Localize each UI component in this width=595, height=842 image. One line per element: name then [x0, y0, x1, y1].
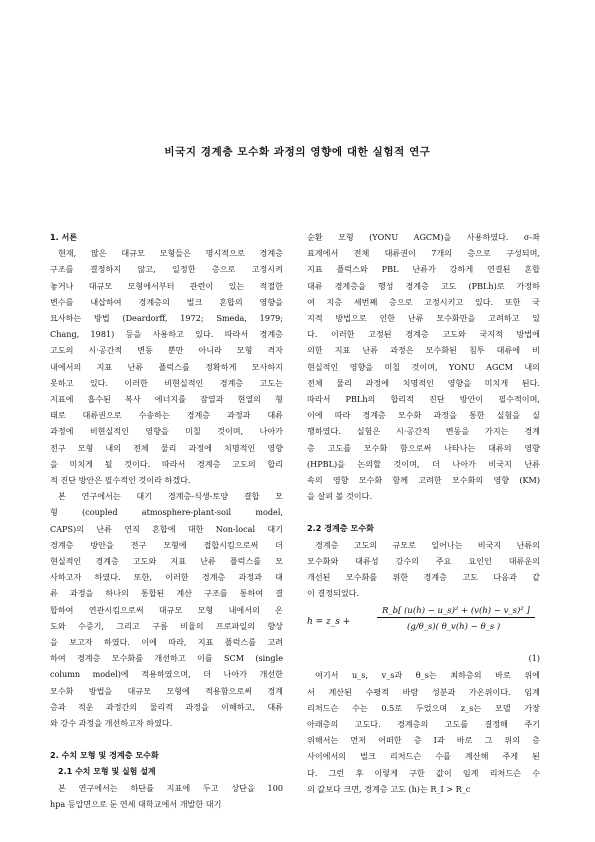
section-1-heading: 1. 서론: [50, 232, 78, 242]
text-line: 지적 방법으로 인한 난류 모수화만을 고려하고 있: [307, 313, 540, 324]
text-line: column model)에 적용하였으며, 더 나아가 개선한: [50, 669, 283, 680]
text-line: (HPBL)을 논의할 것이며, 더 나아가 비국지 난류: [307, 458, 540, 469]
text-line: 대류 경계층을 행성 경계층 고도 (PBLh)로 가정하: [307, 280, 540, 291]
text-line: 형 (coupled atmosphere-plant-soil model,: [50, 507, 283, 518]
equation-numerator: R_b[ (u(h) − u_s)² + (v(h) − v_s)² ]: [382, 606, 530, 617]
text-line: 의한 지표 난류 과정은 모수화된 침투 대류에 비: [307, 345, 540, 356]
text-line: 경계층 고도의 규모로 일어나는 비국지 난류의: [315, 539, 540, 550]
fraction-bar: [377, 617, 535, 618]
text-line: 이 결정되었다.: [307, 588, 360, 599]
text-line: CAPS)의 난류 연직 혼합에 대한 Non-local 대기: [50, 523, 283, 534]
paper-title: 비국지 경계층 모수화 과정의 영향에 대한 실험적 연구: [164, 146, 431, 158]
text-line: 적 진단 방안은 필수적인 것이라 하겠다.: [50, 475, 191, 486]
text-line: 태로 대류권으로 수송하는 경계층 과정과 대류: [50, 410, 283, 421]
section-2-heading: 2. 수치 모형 및 경계층 모수화: [50, 750, 159, 761]
text-line: 과정에 비현실적인 영향을 미칠 것이며, 나아가: [50, 426, 283, 437]
text-line: 지표에 흡수된 복사 에너지를 잠열과 현열의 형: [50, 394, 283, 405]
text-line: 다. 그런 후 이렇게 구한 값이 임계 리처드슨 수: [307, 767, 540, 778]
text-line: 모수화와 대류성 강수의 주요 요인인 대류운의: [307, 555, 540, 566]
text-line: 류 과정을 하나의 통합된 계산 구조를 통하여 결: [50, 588, 283, 599]
equation-number: (1): [528, 654, 540, 664]
text-line: 리처드슨 수는 0.5로 두었으며 z_s는 모델 가장: [307, 702, 540, 713]
right-column: [307, 229, 540, 797]
text-line: 모수화 방법을 대규모 모형에 적용함으로써 경계: [50, 685, 283, 696]
left-column: [50, 229, 283, 812]
equation-lhs: h = z_s +: [307, 617, 351, 628]
text-line: 개선된 모수화를 위한 경계층 고도 다음과 같: [307, 572, 540, 583]
text-line: hpa 등압면으로 둔 연세 대학교에서 개발한 대기: [50, 798, 222, 809]
text-line: 현실적인 영향을 미칠 것이며, YONU AGCM 내의: [307, 361, 540, 372]
text-line: Chang, 1981) 등을 사용하고 있다. 따라서 경계층: [50, 329, 283, 340]
text-line: 합하여 연관시킴으로써 대규모 모형 내에서의 온: [50, 604, 283, 615]
text-line: 본 연구에서는 하단를 지표에 두고 상단을 100: [58, 782, 283, 793]
text-line: 표계에서 전체 대류권이 7개의 층으로 구성되며,: [307, 248, 540, 259]
text-line: 전구 모형 내의 전체 물리 과정에 치명적인 영향: [50, 442, 283, 453]
text-line: 아래층의 고도다. 경계층의 고도를 결정해 주기: [307, 719, 540, 730]
text-line: 변수를 내삽하여 경계층의 벌크 혼합의 영향을: [50, 296, 283, 307]
text-line: 묘사하는 방법 (Deardorff, 1972; Smeda, 1979;: [50, 313, 283, 324]
section-2-2-body: [307, 537, 540, 602]
text-line: 와 강수 과정을 개선하고자 하였다.: [50, 718, 173, 729]
text-line: 순환 모형 (YONU AGCM)을 사용하였다. σ-좌: [307, 232, 540, 242]
text-line: 전체 물리 과정에 치명적인 영향을 미치게 된다.: [307, 377, 540, 388]
text-line: 지표 플럭스와 PBL 난류가 강하게 연결된 혼합: [307, 264, 540, 275]
text-line: 현실적인 경계층 고도와 지표 난류 플럭스를 모: [50, 556, 283, 567]
section-2-1-continued: [307, 229, 540, 504]
text-line: 현재, 많은 대규모 모형들은 명시적으로 경계층: [58, 248, 283, 259]
text-line: 경계층 방안을 전구 모형에 접합시킴으로써 더: [50, 539, 283, 550]
text-line: 이에 따라 경계층 모수화 과정을 통한 실험을 실: [307, 410, 540, 421]
text-line: 도와 수증기, 그리고 구름 비율의 프로파일의 향상: [50, 620, 283, 631]
text-line: 사이에서의 벌크 리처드슨 수를 계산해 주게 된: [307, 751, 540, 762]
text-line: 고도의 시·공간적 변동 뿐만 아니라 모형 격자: [50, 345, 283, 356]
text-line: 서 계산된 수평적 바람 성분과 가온위이다. 임계: [307, 686, 540, 697]
text-line: 내에서의 지표 난류 플럭스를 정확하게 모사하지: [50, 361, 283, 372]
equation-denominator: (g/θ_s)( θ_v(h) − θ_s ): [407, 622, 501, 633]
equation-1: [307, 603, 540, 651]
section-1-body: [50, 245, 283, 731]
text-line: 놓거나 대규모 모형에서부터 관련이 있는 적절한: [50, 280, 283, 291]
text-line: 여 지층 세번째 층으로 고정시키고 있다. 또한 국: [307, 296, 540, 307]
text-line: 위해서는 먼저 어떠한 층 I과 바로 그 위의 층: [307, 735, 540, 746]
text-line: 다. 이러한 고정된 경계층 고도와 국지적 방법에: [307, 329, 540, 340]
section-2-1-heading: 2.1 수치 모형 및 실험 설계: [58, 766, 156, 776]
text-line: 층과 적운 과정간의 물리적 과정을 이해하고, 대류: [50, 701, 283, 712]
section-2-1-body: [50, 780, 283, 812]
text-line: 따라서 PBLh의 합리적 진단 방안이 필수적이며,: [307, 394, 540, 405]
equation-explanation: [307, 667, 540, 797]
text-line: 을 보고자 하였다. 이에 따라, 지표 플럭스를 고려: [50, 637, 283, 648]
text-line: 여기서 u_s, v_s과 θ_s는 최하층의 바로 위에: [315, 670, 540, 681]
text-line: 의 값보다 크면, 경계층 고도 (h)는 R_I > R_c: [307, 783, 471, 794]
text-line: 본 연구에서는 대기 경계층-식생-토양 결합 모: [58, 491, 283, 502]
text-line: 을 미치게 될 것이다. 따라서 경계층 고도의 합리: [50, 458, 283, 469]
text-line: 못하고 있다. 이러한 비현실적인 경계층 고도는: [50, 377, 283, 388]
text-line: 속의 영향 모수화 함께 고려한 모수화의 영향 (KM): [307, 475, 540, 486]
text-line: 사하고자 하였다. 또한, 이러한 경계층 과정과 대: [50, 572, 283, 583]
text-line: 을 살펴 볼 것이다.: [307, 491, 373, 502]
section-2-2-heading: 2.2 경계층 모수화: [307, 523, 374, 534]
text-line: 구조를 결정하지 않고, 일정한 층으로 고정시켜: [50, 264, 283, 275]
text-line: 층 고도를 모수화 함으로써 나타나는 대류의 영향: [307, 442, 540, 453]
text-line: 행하였다. 실험은 시·공간적 변동을 가지는 경계: [307, 426, 540, 437]
text-line: 하여 경계층 모수화를 개선하고 이를 SCM (single: [50, 653, 283, 664]
